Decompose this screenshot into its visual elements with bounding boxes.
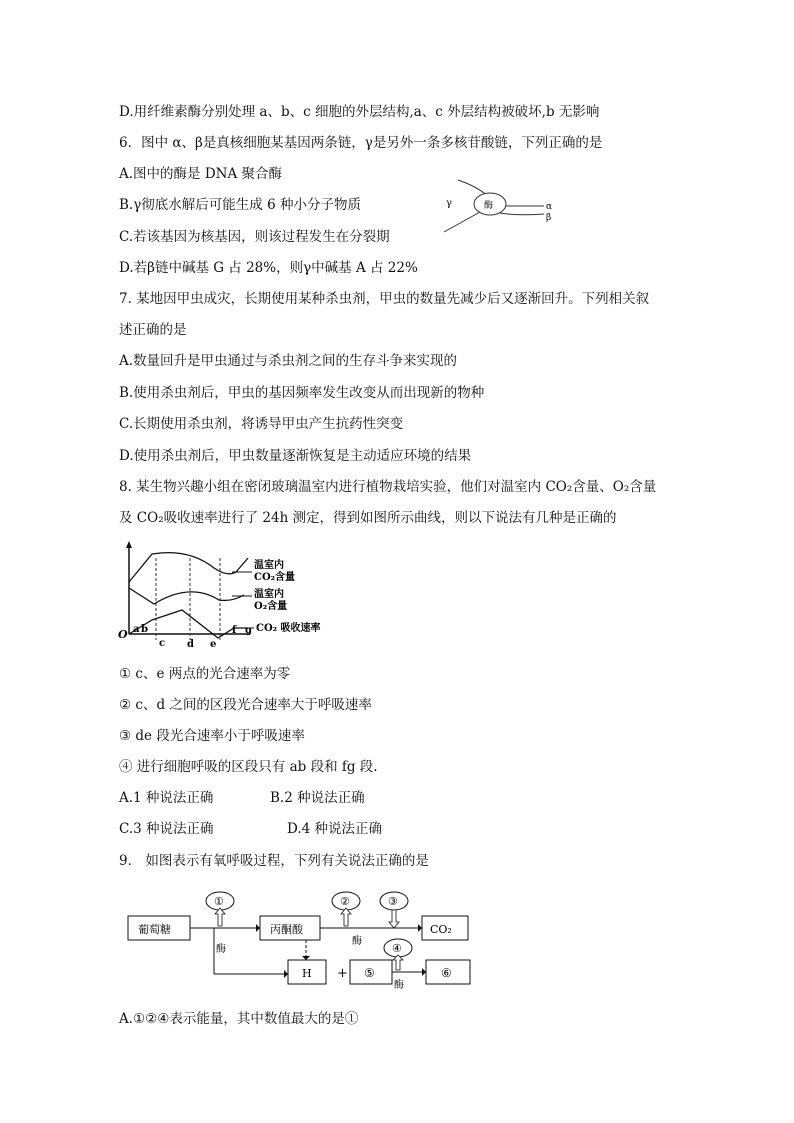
q6-option-c: C.若该基因为核基因，则该过程发生在分裂期 <box>119 229 390 245</box>
q8-statement-1: ① c、e 两点的光合速率为零 <box>119 666 291 682</box>
q8-statement-2: ② c、d 之间的区段光合速率大于呼吸速率 <box>119 697 372 713</box>
origin-label: O <box>118 628 128 641</box>
beta-strand-left <box>444 212 480 232</box>
enzyme-label: 酶 <box>484 201 494 211</box>
q6-option-a: A.图中的酶是 DNA 聚合酶 <box>119 166 283 182</box>
co2-label: CO₂ <box>430 923 452 936</box>
point-e: e <box>210 639 217 650</box>
o2-content-curve <box>129 588 244 604</box>
arrowhead <box>418 924 422 932</box>
hollow-arrow-1 <box>215 908 225 926</box>
arrowhead <box>284 970 288 978</box>
beta-strand <box>500 213 544 215</box>
q8-stem-line2: 及 CO₂吸收速率进行了 24h 测定，得到如图所示曲线，则以下说法有几种是正确的 <box>119 510 617 526</box>
q8-graph <box>114 540 344 654</box>
alpha-label: α <box>546 202 553 212</box>
point-c: c <box>159 638 166 649</box>
arrowhead <box>422 968 426 976</box>
q5-option-d: D.用纤维素酶分别处理 a、b、c 细胞的外层结构,a、c 外层结构被破坏,b 无影响 <box>119 104 600 120</box>
q7-option-a: A.数量回升是甲虫通过与杀虫剂之间的生存斗争来实现的 <box>119 353 458 369</box>
point-a: a <box>133 624 140 635</box>
label-5: ⑤ <box>364 966 375 980</box>
q8-option-a: A.1 种说法正确 <box>119 790 214 806</box>
q6-option-d: D.若β链中碱基 G 占 28%，则γ中碱基 A 占 22% <box>119 260 418 276</box>
q8-option-b: B.2 种说法正确 <box>270 790 365 806</box>
co2-label-2: CO₂含量 <box>254 572 296 583</box>
enzyme-label-2: 酶 <box>352 936 362 947</box>
label-1: ① <box>214 895 224 908</box>
hollow-arrow-3 <box>389 910 399 928</box>
q6-stem: 6．图中 α、β是真核细胞某基因两条链，γ是另外一条多核苷酸链，下列正确的是 <box>119 135 603 151</box>
label-3: ③ <box>388 895 398 908</box>
q7-stem-line1: 7. 某地因甲虫成灾，长期使用某种杀虫剂，甲虫的数量先减少后又逐渐回升。下列相关叙 <box>119 291 650 307</box>
q8-statement-4: ④ 进行细胞呼吸的区段只有 ab 段和 fg 段. <box>119 759 378 775</box>
plus-sign: + <box>337 966 348 981</box>
glucose-label: 葡萄糖 <box>138 923 171 936</box>
q9-option-a: A.①②④表示能量，其中数值最大的是① <box>119 1011 359 1027</box>
q7-option-d: D.使用杀虫剂后，甲虫数量逐渐恢复是主动适应环境的结果 <box>119 448 472 464</box>
enzyme-label-3: 酶 <box>394 980 404 990</box>
q6-transcription-figure <box>440 172 570 240</box>
label-4: ④ <box>392 942 402 955</box>
gamma-label: γ <box>446 198 452 209</box>
co2-label-1: 温室内 <box>254 560 284 571</box>
q8-option-c: C.3 种说法正确 <box>119 821 214 837</box>
q8-stem-line1: 8. 某生物兴趣小组在密闭玻璃温室内进行植物栽培实验，他们对温室内 CO₂含量、O₂含量 <box>119 479 657 495</box>
q8-statement-3: ③ de 段光合速率小于呼吸速率 <box>119 728 305 744</box>
y-axis-arrow <box>126 541 132 548</box>
point-g: g <box>245 625 252 636</box>
q7-stem-line2: 述正确的是 <box>119 322 187 338</box>
q6-option-b: B.γ彻底水解后可能生成 6 种小分子物质 <box>119 197 361 213</box>
beta-label: β <box>546 213 552 223</box>
hollow-arrow-2 <box>341 908 351 926</box>
hollow-arrow-4 <box>393 955 403 970</box>
q9-stem: 9． 如图表示有氧呼吸过程，下列有关说法正确的是 <box>119 853 429 869</box>
arrowhead <box>302 956 310 960</box>
label-6: ⑥ <box>441 966 452 980</box>
q7-option-b: B.使用杀虫剂后，甲虫的基因频率发生改变从而出现新的物种 <box>119 385 485 401</box>
rate-label: CO₂ 吸收速率 <box>256 623 321 634</box>
co2-content-curve <box>129 553 248 582</box>
o2-label-1: 温室内 <box>254 589 284 600</box>
pyruvate-label: 丙酮酸 <box>270 923 303 936</box>
q7-option-c: C.长期使用杀虫剂，将诱导甲虫产生抗药性突变 <box>119 416 404 432</box>
point-f: f <box>232 625 237 636</box>
q8-option-d: D.4 种说法正确 <box>287 821 383 837</box>
arrowhead <box>256 924 260 932</box>
enzyme-label-1: 酶 <box>216 944 226 955</box>
o2-label-2: O₂含量 <box>254 601 288 612</box>
point-b: b <box>141 624 148 635</box>
point-d: d <box>187 639 194 650</box>
h-label: H <box>302 967 312 980</box>
q9-respiration-diagram <box>126 888 476 990</box>
label-2: ② <box>340 895 350 908</box>
